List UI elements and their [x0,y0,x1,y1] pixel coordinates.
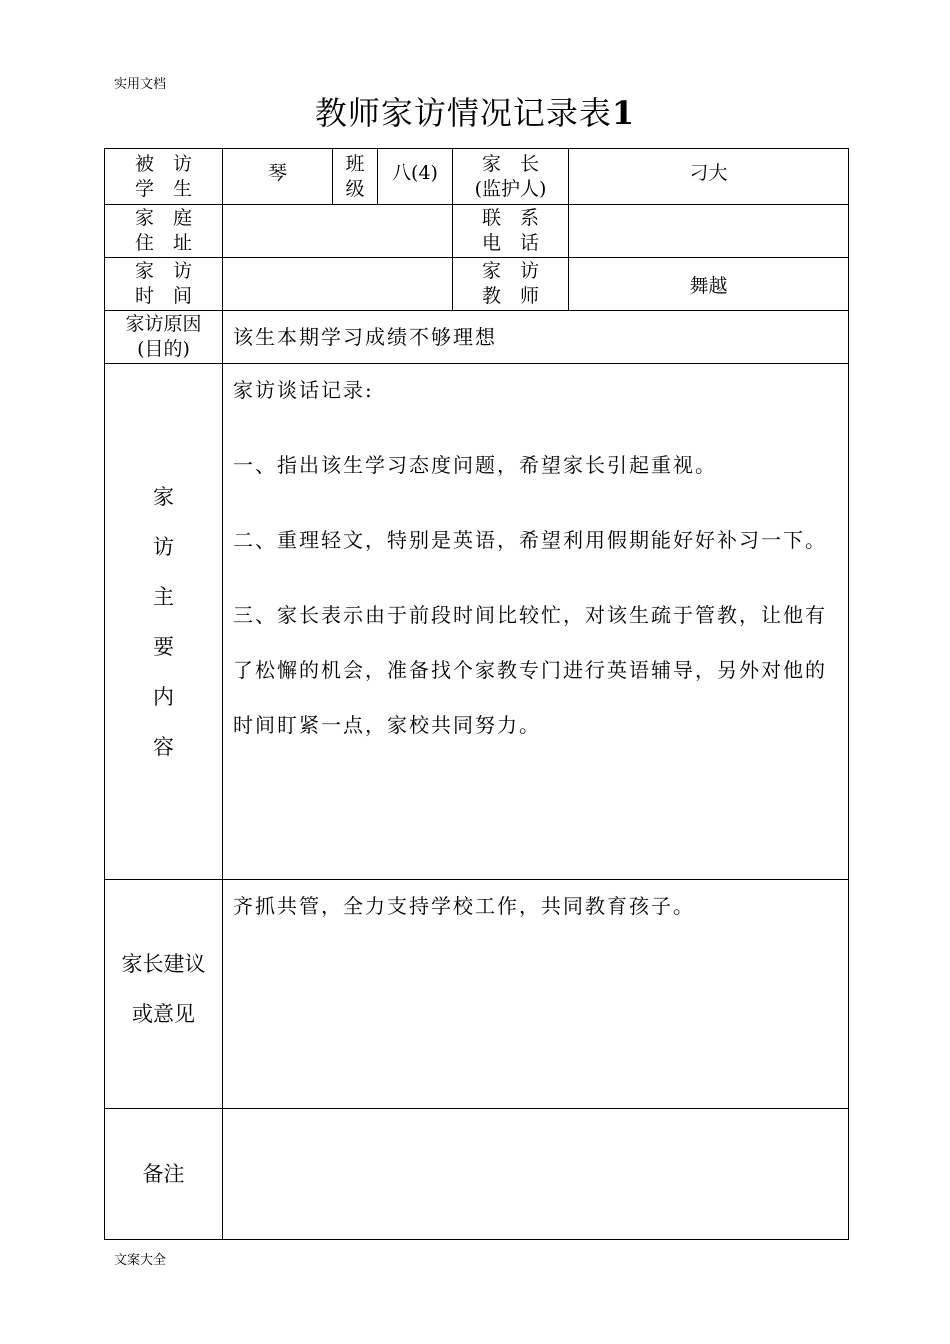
visit-teacher-label-line2: 教 师 [481,285,539,307]
parent-suggestion-cell[interactable] [223,880,849,1109]
visit-time-value-cell[interactable] [223,258,453,311]
parent-label [453,149,569,205]
page-footer-text: 文案大全 [114,1253,167,1268]
row-main-content [105,364,849,880]
content-item-3-line-1: 三、家长表示由于前段时间比较忙，对该生疏于管教，让他有 [233,603,827,627]
address-label [105,205,223,258]
visit-time-label-line1: 家 访 [134,260,192,282]
student-label-line1: 被 访 [134,152,192,175]
row-remarks [105,1109,849,1240]
parent-suggestion-label [105,880,223,1109]
main-content-label-char: 内 [153,684,174,709]
row-parent-suggestion [105,880,849,1109]
visit-teacher-name-cell[interactable]: 舞越 [569,258,849,311]
row-address [105,205,849,258]
reason-label-line2: (目的) [137,338,190,360]
parent-name-cell[interactable]: 刁大 [569,149,849,205]
phone-label-line2: 电 话 [481,232,539,254]
phone-label [453,205,569,258]
parent-suggestion-label-line1: 家长建议 [121,952,206,976]
address-value-cell[interactable] [223,205,453,258]
parent-label-line1: 家 长 [481,152,539,175]
class-label-line1: 班 [345,152,365,175]
parent-suggestion-label-line2: 或意见 [132,1002,195,1026]
class-label [333,149,378,205]
phone-value-cell[interactable] [569,205,849,258]
main-content-label-char: 容 [153,734,174,759]
row-reason [105,311,849,364]
reason-label [105,311,223,364]
class-label-line2: 级 [345,177,365,200]
parent-label-line2: (监护人) [474,177,547,200]
row-visit-time [105,258,849,311]
class-value-cell[interactable]: 八(4) [378,149,453,205]
main-content-cell[interactable] [223,364,849,880]
main-content-label-char: 要 [153,634,174,659]
visit-time-label [105,258,223,311]
visit-record-heading: 家访谈话记录: [233,378,374,402]
phone-label-line1: 联 系 [481,207,539,229]
content-item-2: 二、重理轻文，特别是英语，希望利用假期能好好补习一下。 [233,528,827,552]
main-content-label-char: 访 [153,534,174,559]
row-student [105,149,849,205]
title-main: 教师家访情况记录表 [314,94,612,132]
main-content-label-char: 主 [153,584,174,609]
main-content-label [105,364,223,880]
remarks-label: 备注 [105,1109,223,1240]
reason-text-cell[interactable]: 该生本期学习成绩不够理想 [223,311,849,364]
student-label [105,149,223,205]
visit-time-label-line2: 时 间 [134,285,192,307]
visit-teacher-label-line1: 家 访 [481,260,539,282]
content-item-1: 一、指出该生学习态度问题，希望家长引起重视。 [233,453,717,477]
address-label-line1: 家 庭 [134,207,192,229]
home-visit-record-table [104,148,849,1240]
parent-suggestion-text: 齐抓共管，全力支持学校工作，共同教育孩子。 [233,894,695,918]
content-item-3-line-2: 了松懈的机会，准备找个家教专门进行英语辅导，另外对他的 [233,658,827,682]
title-number: 1 [611,94,636,132]
student-label-line2: 学 生 [134,177,192,200]
reason-label-line1: 家访原因 [125,313,202,335]
page-title [0,88,950,134]
content-item-3-line-3: 时间盯紧一点，家校共同努力。 [233,713,541,737]
page-header-text: 实用文档 [114,77,167,92]
main-content-label-char: 家 [153,484,174,509]
address-label-line2: 住 址 [134,232,192,254]
student-name-cell[interactable]: 琴 [223,149,333,205]
remarks-cell[interactable] [223,1109,849,1240]
visit-teacher-label [453,258,569,311]
